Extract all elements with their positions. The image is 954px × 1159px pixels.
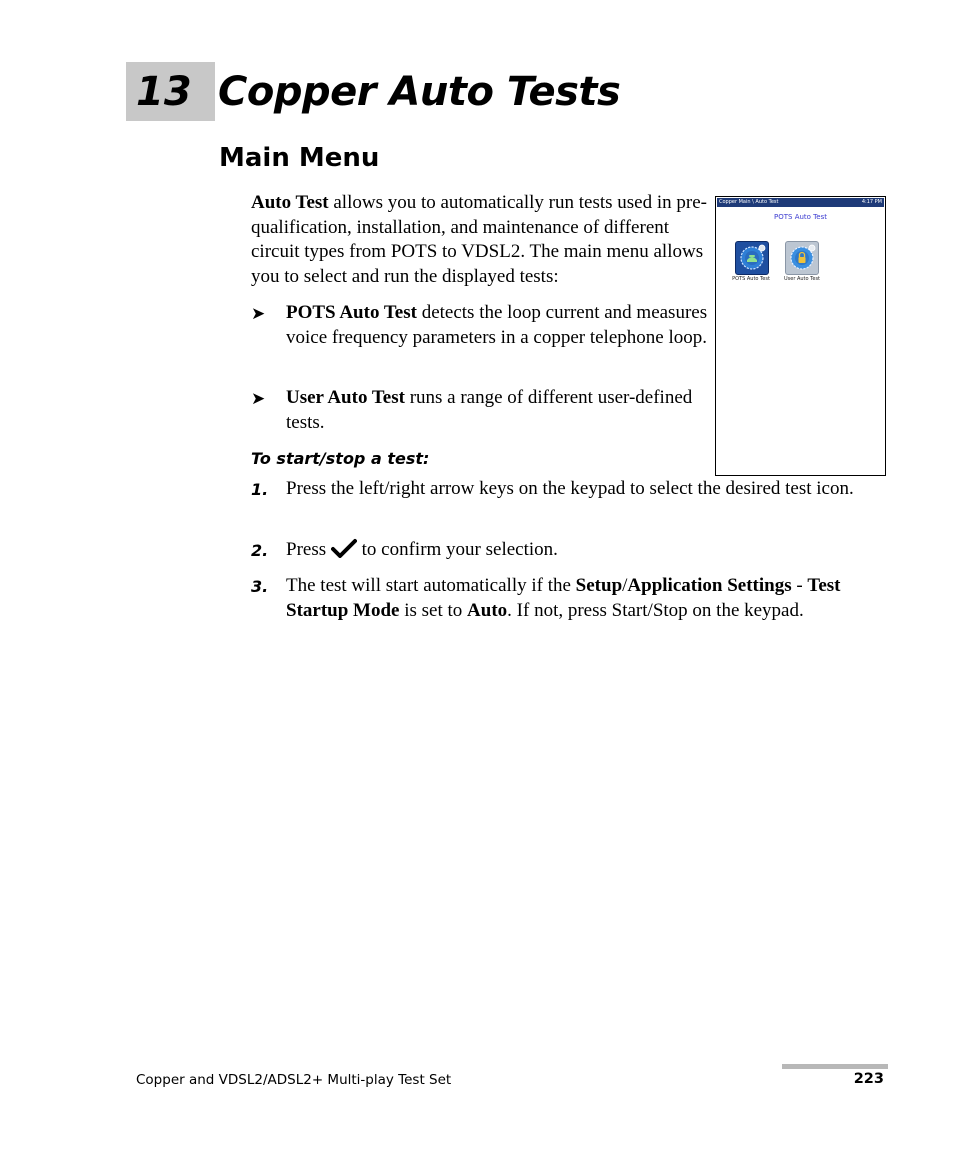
step-text: Press the left/right arrow keys on the keypad to select the desired test icon.	[286, 478, 854, 499]
step-text-part: -	[791, 575, 808, 596]
step-text-part: The test will start automatically if the	[286, 575, 576, 596]
device-time: 4:17 PM	[861, 199, 882, 205]
device-header-bar	[717, 198, 884, 207]
application-settings-term: Application Settings	[627, 575, 792, 596]
device-screenshot	[715, 196, 886, 476]
pots-auto-test-label: POTS Auto Test	[732, 276, 770, 282]
step-number: 3.	[251, 577, 269, 596]
step-text-before: Press	[286, 539, 331, 560]
step-text-part: . If not, press Start/Stop on the keypad.	[507, 599, 804, 621]
bullet-text	[286, 301, 716, 350]
step-2	[251, 538, 886, 563]
intro-term: Auto Test	[251, 192, 329, 213]
user-auto-test-tile[interactable]	[785, 241, 819, 275]
step-text	[286, 538, 886, 563]
page-number: 223	[853, 1071, 884, 1087]
pots-auto-test-tile[interactable]	[735, 241, 769, 275]
test-startup-mode-term: Test Startup Mode	[286, 575, 841, 621]
device-breadcrumb: Copper Main \ Auto Test	[719, 199, 779, 205]
user-auto-test-label: User Auto Test	[783, 276, 821, 282]
section-title: Main Menu	[219, 143, 380, 173]
procedure-heading: To start/stop a test:	[251, 449, 430, 468]
auto-term: Auto	[467, 599, 508, 621]
step-text-part: /	[622, 575, 628, 596]
intro-paragraph	[251, 191, 716, 289]
footer-product-name: Copper and VDSL2/ADSL2+ Multi-play Test Set	[136, 1072, 452, 1088]
phone-gear-icon	[736, 242, 768, 274]
bullet-description: runs a range of different user-defined tests.	[286, 387, 693, 433]
bullet-text	[286, 386, 716, 435]
user-lock-gear-icon	[786, 242, 818, 274]
bullet-user-auto-test	[251, 386, 716, 435]
step-text	[286, 574, 886, 623]
step-number: 1.	[251, 480, 269, 499]
setup-term: Setup	[575, 575, 623, 596]
intro-text: allows you to automatically run tests used in pre-qualification, installation, and maintenance of different circuit types from POTS to VDSL2. The main menu allows you to select and run the displayed tests:	[251, 192, 707, 287]
bullet-term: User Auto Test	[286, 387, 405, 408]
step-1	[251, 477, 886, 502]
chapter-title: Copper Auto Tests	[218, 69, 621, 115]
step-text-part: is set to	[399, 599, 468, 621]
bullet-description: detects the loop current and measures voice frequency parameters in a copper telephone loop.	[286, 302, 708, 348]
bullet-term: POTS Auto Test	[286, 302, 417, 323]
device-selected-test-title: POTS Auto Test	[774, 213, 827, 221]
chapter-number: 13	[136, 69, 192, 115]
checkmark-icon	[331, 538, 357, 558]
step-number: 2.	[251, 541, 269, 560]
bullet-arrow-icon: ➤	[251, 304, 266, 324]
step-text-after: to confirm your selection.	[356, 539, 558, 560]
step-3	[251, 574, 886, 623]
bullet-arrow-icon: ➤	[251, 389, 266, 409]
bullet-pots-auto-test	[251, 301, 716, 350]
